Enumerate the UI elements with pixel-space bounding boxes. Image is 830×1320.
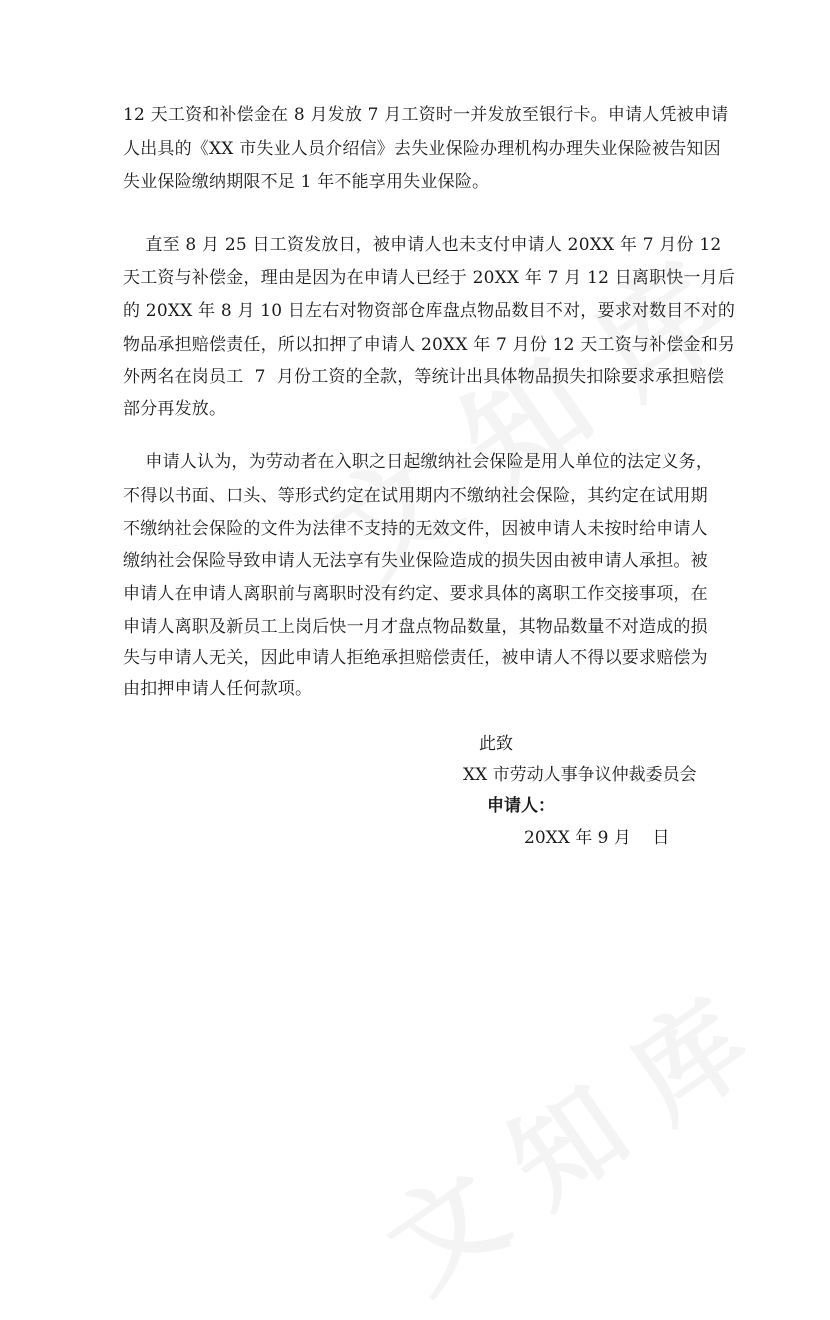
paragraph-3-line: 不得以书面、口头、等形式约定在试用期内不缴纳社会保险，其约定在试用期 (123, 486, 708, 506)
paragraph-3-line: 申请人离职及新员工上岗后快一月才盘点物品数量，其物品数量不对造成的损 (123, 617, 708, 637)
paragraph-1-line: 人出具的《XX 市失业人员介绍信》去失业保险办理机构办理失业保险被告知因 (123, 139, 721, 159)
paragraph-2-line: 天工资与补偿金，理由是因为在申请人已经于 20XX 年 7 月 12 日离职快一月后 (123, 268, 736, 288)
paragraph-2-line: 外两名在岗员工 7 月份工资的全款，等统计出具体物品损失扣除要求承担赔偿 (123, 367, 725, 387)
paragraph-3-line: 不缴纳社会保险的文件为法律不支持的无效文件，因被申请人未按时给申请人 (123, 519, 708, 539)
paragraph-3-line: 申请人在申请人离职前与离职时没有约定、要求具体的离职工作交接事项，在 (123, 584, 708, 604)
applicant-label: 申请人： (487, 796, 555, 816)
recipient: XX 市劳动人事争议仲裁委员会 (463, 765, 697, 785)
paragraph-2-line: 直至 8 月 25 日工资发放日，被申请人也未支付申请人 20XX 年 7 月份 12 (123, 235, 722, 255)
paragraph-3-line: 失与申请人无关，因此申请人拒绝承担赔偿责任，被申请人不得以要求赔偿为 (123, 648, 708, 668)
date: 20XX 年 9 月 日 (524, 828, 670, 848)
paragraph-1-line: 失业保险缴纳期限不足 1 年不能享用失业保险。 (123, 172, 490, 192)
paragraph-2-line: 部分再发放。 (123, 399, 227, 419)
paragraph-2-line: 物品承担赔偿责任，所以扣押了申请人 20XX 年 7 月份 12 天工资与补偿金和另 (123, 335, 736, 355)
paragraph-3-line: 申请人认为，为劳动者在入职之日起缴纳社会保险是用人单位的法定义务， (123, 452, 714, 472)
paragraph-2-line: 的 20XX 年 8 月 10 日左右对物资部仓库盘点物品数目不对，要求对数目不对的 (123, 301, 736, 321)
paragraph-1-line: 12 天工资和补偿金在 8 月发放 7 月工资时一并发放至银行卡。申请人凭被申请 (123, 105, 729, 125)
paragraph-3-line: 缴纳社会保险导致申请人无法享有失业保险造成的损失因由被申请人承担。被 (123, 551, 708, 571)
watermark (351, 958, 775, 1320)
paragraph-3-line: 由扣押申请人任何款项。 (123, 679, 313, 699)
salutation: 此致 (479, 734, 513, 754)
